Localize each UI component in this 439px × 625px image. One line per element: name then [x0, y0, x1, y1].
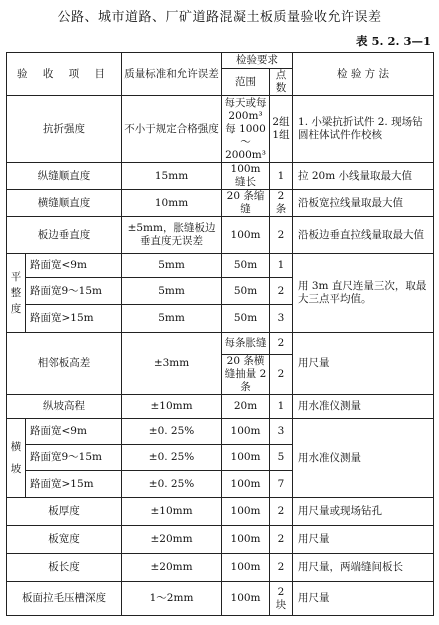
- standard-cell: 5mm: [122, 305, 222, 333]
- method-cell: 沿板边垂直拉线量取最大值: [293, 217, 434, 254]
- points-cell: 1: [270, 254, 293, 278]
- range-cell: 20m: [222, 395, 270, 419]
- item-cell: 板边垂直度: [7, 217, 122, 254]
- range-cell: 100m: [222, 445, 270, 471]
- table-row: [7, 498, 434, 526]
- standard-cell: ±10mm: [122, 395, 222, 419]
- range-cell: 50m: [222, 305, 270, 333]
- range-cell: 50m: [222, 254, 270, 278]
- method-cell: 用尺量: [293, 582, 434, 616]
- group-label-flatness: 平整度: [7, 254, 26, 333]
- table-row: [7, 582, 434, 616]
- standard-cell: 1～2mm: [122, 582, 222, 616]
- standard-cell: ±0. 25%: [122, 471, 222, 498]
- standard-cell: ±0. 25%: [122, 445, 222, 471]
- standard-cell: 10mm: [122, 190, 222, 217]
- page-title: 公路、城市道路、厂矿道路混凝土板质量验收允许误差: [57, 10, 382, 25]
- header-method: 检 验 方 法: [293, 53, 434, 96]
- sub-item-cell: 路面宽>15m: [26, 471, 122, 498]
- item-cell: 抗折强度: [7, 96, 122, 163]
- sub-item-cell: 路面宽<9m: [26, 419, 122, 445]
- points-cell: 2 条: [270, 190, 293, 217]
- points-cell: 2: [270, 498, 293, 526]
- points-cell: 3: [270, 419, 293, 445]
- method-cell: 用尺量，两端缝间板长: [293, 554, 434, 582]
- item-cell: 板厚度: [7, 498, 122, 526]
- header-row: [7, 53, 434, 69]
- method-cell: 沿板宽拉线量取最大值: [293, 190, 434, 217]
- header-item: 验 收 项 目: [7, 53, 122, 96]
- method-cell: 1. 小梁抗折试件 2. 现场钻圆柱体试件作校核: [293, 96, 434, 163]
- standard-cell: ±0. 25%: [122, 419, 222, 445]
- item-cell: 板宽度: [7, 526, 122, 554]
- item-cell: 纵缝顺直度: [7, 163, 122, 190]
- points-cell: 1: [270, 163, 293, 190]
- standard-cell: 不小于规定合格强度: [122, 96, 222, 163]
- table-row: [7, 526, 434, 554]
- table-row: [7, 395, 434, 419]
- header-range: 范围: [222, 69, 270, 96]
- standard-cell: ±20mm: [122, 554, 222, 582]
- method-cell: 用水准仪测量: [293, 419, 434, 498]
- range-cell: 100m: [222, 217, 270, 254]
- header-standard: 质量标准和允许误差: [122, 53, 222, 96]
- method-cell: 用尺量: [293, 526, 434, 554]
- header-req: 检验要求: [222, 53, 293, 69]
- points-cell: 3: [270, 305, 293, 333]
- points-cell: 2组 1组: [270, 96, 293, 163]
- item-cell: 相邻板高差: [7, 333, 122, 395]
- points-cell: 5: [270, 445, 293, 471]
- sub-item-cell: 路面宽9～15m: [26, 278, 122, 305]
- standard-cell: ±5mm，胀缝板边垂直度无误差: [122, 217, 222, 254]
- method-cell: 用尺量或现场钻孔: [293, 498, 434, 526]
- method-cell: 用水准仪测量: [293, 395, 434, 419]
- points-cell: 7: [270, 471, 293, 498]
- points-cell: 2: [270, 278, 293, 305]
- table-row: [7, 217, 434, 254]
- range-cell: 100m: [222, 554, 270, 582]
- table-row: [7, 163, 434, 190]
- item-cell: 板长度: [7, 554, 122, 582]
- sub-item-cell: 路面宽<9m: [26, 254, 122, 278]
- method-cell: 用 3m 直尺连量三次，取最大三点平均值。: [293, 254, 434, 333]
- range-cell: 20 条缩缝: [222, 190, 270, 217]
- item-cell: 纵坡高程: [7, 395, 122, 419]
- table-row: [7, 254, 434, 278]
- standard-cell: 5mm: [122, 254, 222, 278]
- standard-cell: ±3mm: [122, 333, 222, 395]
- table-row: [7, 96, 434, 163]
- standard-cell: 5mm: [122, 278, 222, 305]
- table-number: 表 5. 2. 3—1: [355, 34, 431, 48]
- standard-cell: ±20mm: [122, 526, 222, 554]
- range-cell: 每条胀缝: [222, 333, 270, 355]
- range-cell: 每天或每 200m³ 每 1000～2000m³: [222, 96, 270, 163]
- points-cell: 2: [270, 355, 293, 395]
- table-row: [7, 333, 434, 355]
- range-cell: 100m: [222, 526, 270, 554]
- method-cell: 用尺量: [293, 333, 434, 395]
- standard-cell: 15mm: [122, 163, 222, 190]
- table-row: [7, 190, 434, 217]
- points-cell: 1: [270, 395, 293, 419]
- range-cell: 100m: [222, 582, 270, 616]
- range-cell: 100m 缝长: [222, 163, 270, 190]
- method-cell: 拉 20m 小线量取最大值: [293, 163, 434, 190]
- range-cell: 50m: [222, 278, 270, 305]
- tolerance-table: [6, 52, 434, 616]
- sub-item-cell: 路面宽>15m: [26, 305, 122, 333]
- header-points: 点数: [270, 69, 293, 96]
- points-cell: 2: [270, 217, 293, 254]
- points-cell: 2 块: [270, 582, 293, 616]
- range-cell: 100m: [222, 471, 270, 498]
- table-row: [7, 419, 434, 445]
- range-cell: 100m: [222, 498, 270, 526]
- range-cell: 100m: [222, 419, 270, 445]
- group-label-cross-slope: 横坡: [7, 419, 26, 498]
- range-cell: 20 条横缝抽量 2 条: [222, 355, 270, 395]
- points-cell: 2: [270, 554, 293, 582]
- standard-cell: ±10mm: [122, 498, 222, 526]
- item-cell: 横缝顺直度: [7, 190, 122, 217]
- points-cell: 2: [270, 526, 293, 554]
- item-cell: 板面拉毛压槽深度: [7, 582, 122, 616]
- sub-item-cell: 路面宽9～15m: [26, 445, 122, 471]
- points-cell: 2: [270, 333, 293, 355]
- table-row: [7, 554, 434, 582]
